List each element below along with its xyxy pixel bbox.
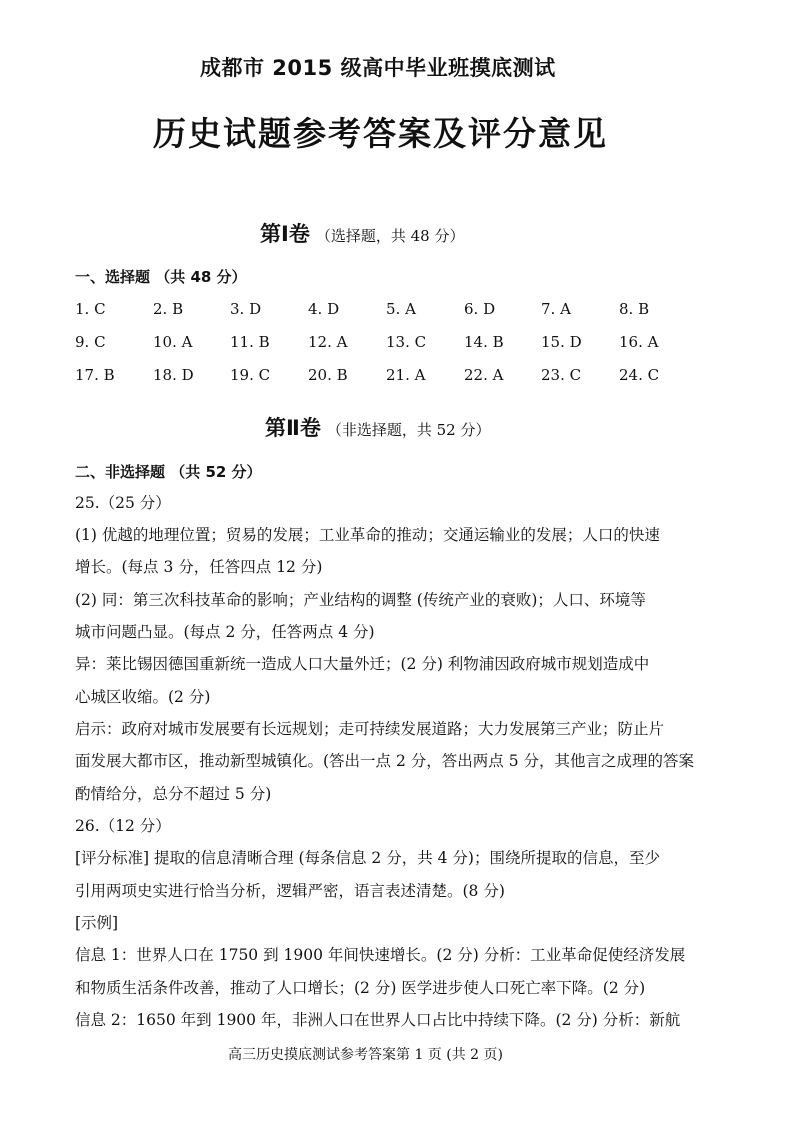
- answer-item: 15. D: [541, 333, 582, 351]
- section-2-title: 二、非选择题 （共 52 分）: [75, 463, 262, 481]
- answer-item: 16. A: [619, 333, 659, 351]
- answer-item: 3. D: [230, 300, 262, 318]
- paragraph-line: 异：莱比锡因德国重新统一造成人口大量外迁；(2 分) 利物浦因政府城市规划造成中: [75, 655, 650, 673]
- volume-1-heading: [260, 218, 464, 248]
- answer-item: 2. B: [153, 300, 184, 318]
- paragraph-line: 信息 2：1650 年到 1900 年，非洲人口在世界人口占比中持续下降。(2 分) 分析：新航: [75, 1011, 681, 1029]
- paragraph-line: 增长。(每点 3 分，任答四点 12 分): [75, 558, 323, 576]
- answer-item: 10. A: [153, 333, 193, 351]
- answer-item: 11. B: [230, 333, 270, 351]
- answer-item: 14. B: [464, 333, 504, 351]
- paragraph-line: 城市问题凸显。(每点 2 分，任答两点 4 分): [75, 623, 375, 641]
- answer-item: 24. C: [619, 366, 660, 384]
- page-footer: 高三历史摸底测试参考答案第 1 页 (共 2 页): [228, 1047, 503, 1063]
- paragraph-line: (2) 同：第三次科技革命的影响；产业结构的调整 (传统产业的衰败)；人口、环境等: [75, 591, 646, 609]
- answer-item: 1. C: [75, 300, 106, 318]
- paragraph-line: 酌情给分，总分不超过 5 分): [75, 785, 272, 803]
- answer-item: 13. C: [386, 333, 427, 351]
- paragraph-line: 启示：政府对城市发展要有长远规划；走可持续发展道路；大力发展第三产业；防止片: [75, 720, 665, 738]
- paragraph-line: 引用两项史实进行恰当分析，逻辑严密，语言表述清楚。(8 分): [75, 882, 505, 900]
- answer-item: 4. D: [308, 300, 340, 318]
- volume-1-title: 第Ⅰ卷: [260, 222, 310, 246]
- volume-2-note: （非选择题，共 52 分）: [326, 421, 491, 439]
- volume-2-heading: [265, 412, 490, 442]
- answer-item: 20. B: [308, 366, 348, 384]
- volume-1-note: （选择题，共 48 分）: [315, 227, 465, 245]
- paragraph-line: (1) 优越的地理位置；贸易的发展；工业革命的推动；交通运输业的发展；人口的快速: [75, 526, 660, 544]
- answer-item: 6. D: [464, 300, 496, 318]
- answer-item: 19. C: [230, 366, 271, 384]
- answer-item: 21. A: [386, 366, 426, 384]
- answer-item: 5. A: [386, 300, 416, 318]
- answer-item: 23. C: [541, 366, 582, 384]
- paragraph-line: 面发展大都市区，推动新型城镇化。(答出一点 2 分，答出两点 5 分，其他言之成理的答案: [75, 752, 694, 770]
- exam-subtitle: 成都市 2015 级高中毕业班摸底测试: [200, 56, 556, 80]
- answer-item: 18. D: [153, 366, 194, 384]
- answer-item: 8. B: [619, 300, 650, 318]
- paragraph-line: [评分标准] 提取的信息清晰合理 (每条信息 2 分，共 4 分)；围绕所提取的信息，至少: [75, 849, 660, 867]
- paragraph-line: 信息 1：世界人口在 1750 到 1900 年间快速增长。(2 分) 分析：工业革命促使经济发展: [75, 946, 686, 964]
- example-label: [示例]: [75, 914, 119, 932]
- paragraph-line: 和物质生活条件改善，推动了人口增长；(2 分) 医学进步使人口死亡率下降。(2 分): [75, 979, 646, 997]
- answer-item: 7. A: [541, 300, 571, 318]
- document-title: 历史试题参考答案及评分意见: [153, 114, 608, 153]
- answer-item: 22. A: [464, 366, 504, 384]
- volume-2-title: 第Ⅱ卷: [265, 416, 321, 440]
- question-26-label: 26.（12 分）: [75, 817, 171, 835]
- section-1-title: 一、选择题 （共 48 分）: [75, 268, 247, 286]
- question-25-label: 25.（25 分）: [75, 494, 171, 512]
- answer-item: 9. C: [75, 333, 106, 351]
- paragraph-line: 心城区收缩。(2 分): [75, 688, 211, 706]
- answer-item: 17. B: [75, 366, 115, 384]
- answer-item: 12. A: [308, 333, 348, 351]
